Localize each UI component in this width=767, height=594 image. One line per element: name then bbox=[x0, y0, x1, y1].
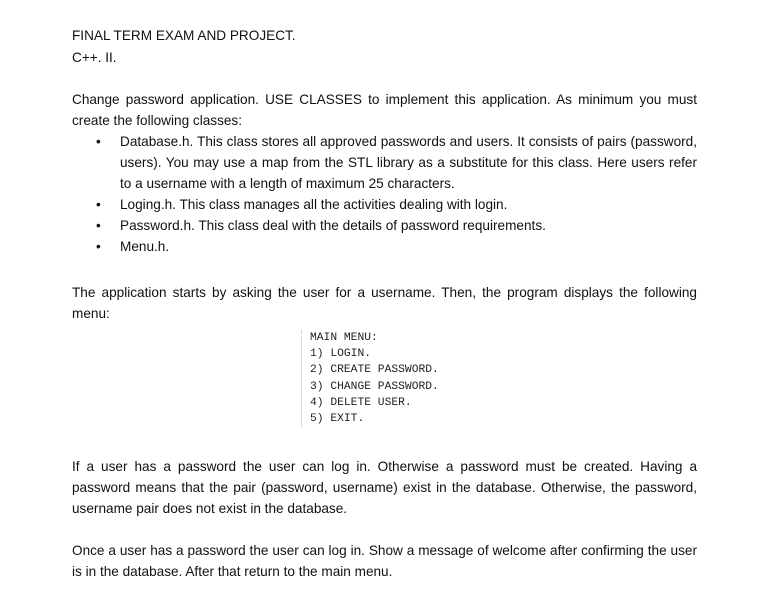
menu-title: MAIN MENU: bbox=[310, 332, 378, 344]
menu-item: 3) CHANGE PASSWORD. bbox=[310, 380, 439, 393]
class-list bbox=[72, 131, 697, 257]
password-paragraph: If a user has a password the user can log in. Otherwise a password must be created. Having a password means that the pair (password, username) exist in the database. Otherwise, the password, username pair does not exist in the database. bbox=[72, 459, 697, 516]
list-item-text: Password.h. This class deal with the details of password requirements. bbox=[120, 218, 546, 233]
list-item bbox=[72, 194, 697, 215]
list-item-text: Loging.h. This class manages all the activities dealing with login. bbox=[120, 197, 508, 212]
list-item-text: Menu.h. bbox=[120, 239, 170, 254]
bullet-icon: • bbox=[96, 134, 101, 149]
document-title: FINAL TERM EXAM AND PROJECT. bbox=[72, 28, 296, 43]
bullet-icon: • bbox=[96, 197, 101, 212]
main-menu-code-block bbox=[301, 330, 439, 427]
menu-item: 2) CREATE PASSWORD. bbox=[310, 364, 439, 377]
menu-item: 1) LOGIN. bbox=[310, 348, 372, 361]
menu-item: 5) EXIT. bbox=[310, 413, 365, 426]
app-start-paragraph: The application starts by asking the user for a username. Then, the program displays the following menu: bbox=[72, 285, 697, 321]
list-item-text: Database.h. This class stores all approved passwords and users. It consists of pairs (password, users). You may use a map from the STL library as a substitute for this class. Here users refer to a username with a length of maximum 25 characters. bbox=[120, 134, 697, 191]
list-item bbox=[72, 131, 697, 194]
menu-item: 4) DELETE USER. bbox=[310, 396, 412, 409]
welcome-paragraph: Once a user has a password the user can log in. Show a message of welcome after confirming the user is in the database. After that return to the main menu. bbox=[72, 543, 697, 579]
document-subtitle: C++. II. bbox=[72, 50, 117, 65]
bullet-icon: • bbox=[96, 218, 101, 233]
intro-paragraph: Change password application. USE CLASSES to implement this application. As minimum you must create the following classes: bbox=[72, 92, 697, 128]
list-item bbox=[72, 236, 697, 257]
bullet-icon: • bbox=[96, 239, 101, 254]
list-item bbox=[72, 215, 697, 236]
